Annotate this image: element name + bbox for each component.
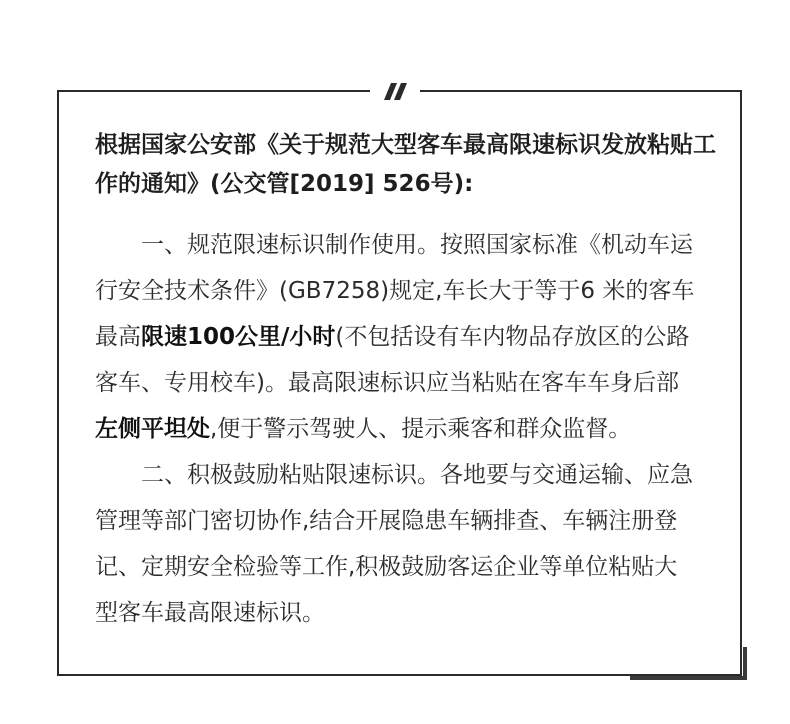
frame-shadow-bottom bbox=[630, 676, 747, 680]
paragraph-1-text-1: 一、规范限速标识制作使用。按照国家标准《机动车运行安全技术条件》(GB7258)规定,车长大于等于6 米的客车最高 bbox=[95, 232, 695, 350]
position-highlight: 左侧平坦处 bbox=[95, 416, 210, 442]
notice-content bbox=[95, 126, 720, 636]
paragraph-speed-limit bbox=[95, 222, 700, 452]
frame-shadow-right bbox=[743, 647, 747, 679]
paragraph-1-text-2: (不包括设有车内物品存放区的公路客车、专用校车)。最高限速标识应当粘贴在客车车身后部 bbox=[95, 324, 690, 396]
notice-title: 根据国家公安部《关于规范大型客车最高限速标识发放粘贴工作的通知》(公交管[2019] 526号): bbox=[95, 132, 716, 197]
speed-limit-highlight: 限速100公里/小时 bbox=[141, 324, 336, 350]
paragraph-encourage: 二、积极鼓励粘贴限速标识。各地要与交通运输、应急管理等部门密切协作,结合开展隐患车辆排查、车辆注册登记、定期安全检验等工作,积极鼓励客运企业等单位粘贴大型客车最高限速标识。 bbox=[95, 462, 693, 626]
double-slash-icon bbox=[370, 76, 420, 106]
paragraph-1-text-3: ,便于警示驾驶人、提示乘客和群众监督。 bbox=[210, 416, 632, 442]
